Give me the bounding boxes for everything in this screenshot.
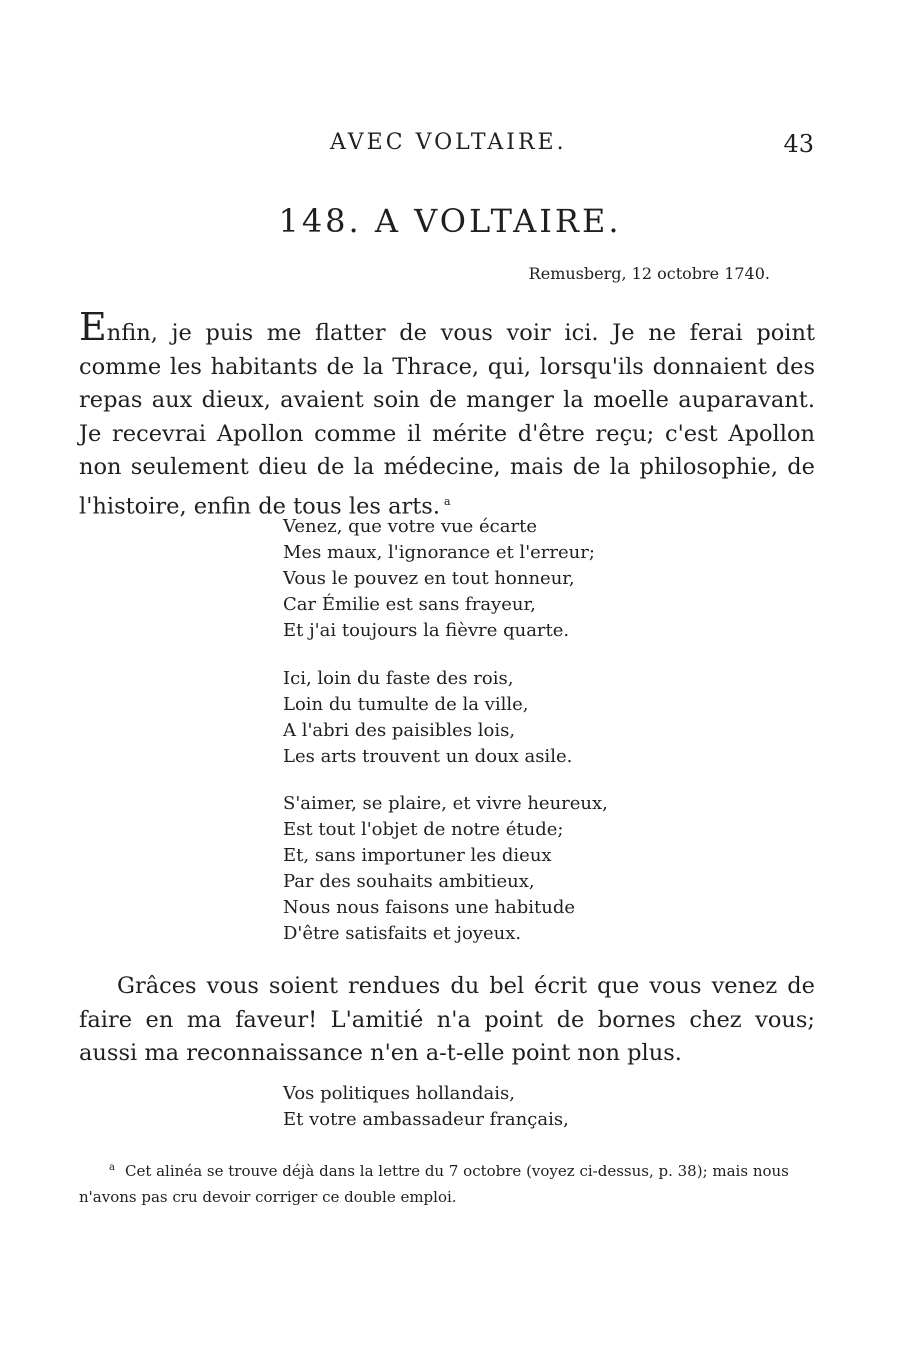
paragraph-1-text: nfin, je puis me flatter de vous voir ici. Je ne ferai point comme les habitants de la Thrace, qui, lorsqu'ils donnaient des repas aux dieux, avaient soin de manger la moelle auparavant. Je recevrai Apollon comme il mérite d'être reçu; c'est Apollon non seulement dieu de la médecine, mais de la philosophie, de l'histoire, enfin de tous les arts. (79, 320, 815, 519)
letter-dateline: Remusberg, 12 octobre 1740. (528, 264, 770, 283)
stanza-3 (283, 791, 608, 947)
footnote (79, 1155, 821, 1210)
paragraph-1 (79, 305, 815, 524)
verse-line: A l'abri des paisibles lois, (283, 720, 516, 741)
footnote-letter: a (109, 1162, 115, 1173)
verse-line: Est tout l'objet de notre étude; (283, 819, 564, 840)
paragraph-2: Grâces vous soient rendues du bel écrit que vous venez de faire en ma faveur! L'amitié n'a point de bornes chez vous; aussi ma reconnaissance n'en a-t-elle point non plus. (79, 973, 815, 1066)
verse-line: Par des souhaits ambitieux, (283, 871, 535, 892)
verse-line: Loin du tumulte de la ville, (283, 694, 529, 715)
verse-line: Vos politiques hollandais, (283, 1083, 515, 1104)
verse-line: Et, sans importuner les dieux (283, 845, 552, 866)
stanza-4 (283, 1081, 569, 1133)
verse-line: S'aimer, se plaire, et vivre heureux, (283, 793, 608, 814)
verse-line: Et votre ambassadeur français, (283, 1109, 569, 1130)
verse-line: Car Émilie est sans frayeur, (283, 594, 536, 615)
stanza-1 (283, 514, 595, 644)
verse-line: Venez, que votre vue écarte (283, 516, 537, 537)
verse-line: Ici, loin du faste des rois, (283, 668, 514, 689)
running-head: AVEC VOLTAIRE. (330, 130, 567, 155)
stanza-2 (283, 666, 572, 770)
verse-line: Les arts trouvent un doux asile. (283, 746, 573, 767)
letter-title: 148. A VOLTAIRE. (278, 202, 622, 240)
footnote-text: Cet alinéa se trouve déjà dans la lettre du 7 octobre (voyez ci-dessus, p. 38); mais nous n'avons pas cru devoir corriger ce double emploi. (79, 1162, 789, 1206)
verse-line: D'être satisfaits et joyeux. (283, 923, 522, 944)
verse-line: Vous le pouvez en tout honneur, (283, 568, 575, 589)
page-number: 43 (783, 130, 814, 158)
verse-line: Nous nous faisons une habitude (283, 897, 576, 918)
drop-cap: E (79, 305, 107, 349)
verse-line: Mes maux, l'ignorance et l'erreur; (283, 542, 595, 563)
footnote-reference: a (444, 494, 451, 508)
verse-line: Et j'ai toujours la fièvre quarte. (283, 620, 570, 641)
